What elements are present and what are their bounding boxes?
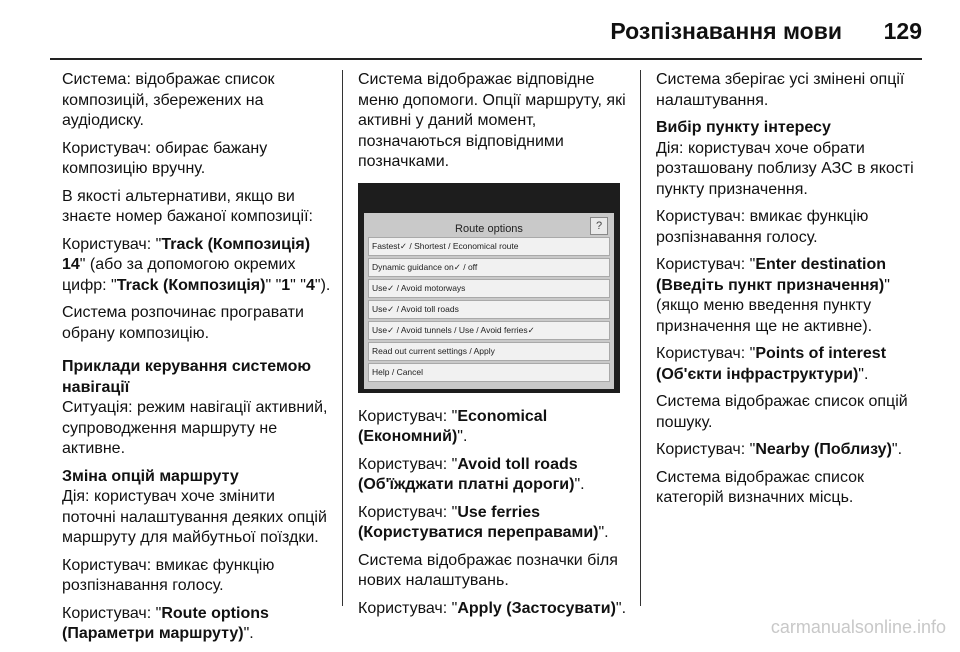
screen-option: Dynamic guidance on✓ / off bbox=[368, 258, 610, 277]
voice-command: Economical (Економний) bbox=[358, 407, 548, 445]
paragraph: Система відображає список опцій пошуку. bbox=[656, 393, 908, 431]
voice-command: Avoid toll roads (Об'їжджати платні дороги) bbox=[358, 455, 578, 493]
screen-panel bbox=[364, 213, 614, 389]
paragraph: Користувач: "Enter destination (Введіть пункт призначення)" (якщо меню введення пункту призначення ще не активне). bbox=[656, 256, 890, 335]
column-3 bbox=[656, 70, 928, 516]
screen-option: Help / Cancel bbox=[368, 363, 610, 382]
column-1 bbox=[62, 70, 332, 652]
screen-option: Fastest✓ / Shortest / Economical route bbox=[368, 237, 610, 256]
paragraph: Користувач: "Track (Композиція) 14" (або за допомогою окремих цифр: "Track (Композиція)" "1" "4"). bbox=[62, 235, 331, 294]
subsection-heading: Зміна опцій маршруту bbox=[62, 467, 239, 485]
screen-options-list bbox=[368, 237, 610, 384]
paragraph: Користувач: "Economical (Економний)". bbox=[358, 407, 548, 445]
paragraph: В якості альтернативи, якщо ви знаєте номер бажаної композиції: bbox=[62, 187, 313, 225]
page-number: 129 bbox=[883, 18, 922, 44]
voice-command: Enter destination (Введіть пункт призначення) bbox=[656, 256, 887, 294]
voice-command: Use ferries (Користуватися переправами) bbox=[358, 503, 599, 541]
voice-command: Apply (Застосувати) bbox=[457, 599, 616, 617]
voice-command: Track (Композиція) 14 bbox=[62, 235, 311, 273]
voice-command: Points of interest (Об'єкти інфраструктури) bbox=[656, 345, 887, 383]
paragraph: Ситуація: режим навігації активний, супроводження маршруту не активне. bbox=[62, 399, 328, 457]
paragraph: Користувач: вмикає функцію розпізнавання голосу. bbox=[656, 208, 869, 246]
voice-command: Nearby (Поблизу) bbox=[755, 441, 892, 458]
paragraph: Система відображає відповідне меню допомоги. Опції маршруту, які активні у даний момент, позначаються відповідними позначками. bbox=[358, 71, 626, 170]
help-icon: ? bbox=[590, 217, 608, 235]
paragraph: Дія: користувач хоче обрати розташовану поблизу АЗС в якості пункту призначення. bbox=[656, 139, 914, 198]
paragraph: Система розпочинає програвати обрану композицію. bbox=[62, 304, 304, 342]
column-divider-1 bbox=[342, 70, 343, 606]
paragraph: Користувач: "Avoid toll roads (Об'їжджати платні дороги)". bbox=[358, 455, 585, 493]
paragraph: Система зберігає усі змінені опції налаштування. bbox=[656, 71, 905, 109]
paragraph: Система відображає позначки біля нових налаштувань. bbox=[358, 551, 618, 589]
header-rule bbox=[50, 58, 922, 60]
paragraph: Користувач: "Route options (Параметри маршруту)". bbox=[62, 604, 269, 642]
paragraph: Користувач: обирає бажану композицію вручну. bbox=[62, 139, 268, 177]
voice-command: Route options (Параметри маршруту) bbox=[62, 604, 269, 642]
section-heading: Приклади керування системою навігації bbox=[62, 358, 312, 396]
paragraph: Користувач: "Points of interest (Об'єкти інфраструктури)". bbox=[656, 345, 887, 383]
page-title: Розпізнавання мови bbox=[610, 18, 842, 44]
screen-option: Use✓ / Avoid tunnels / Use / Avoid ferries✓ bbox=[368, 321, 610, 340]
voice-command: Track (Композиція) bbox=[116, 276, 266, 294]
column-2 bbox=[358, 70, 630, 626]
subsection-heading: Вибір пункту інтересу bbox=[656, 119, 831, 136]
screen-title: Route options bbox=[455, 222, 523, 235]
page-header bbox=[0, 0, 960, 62]
screen-option: Use✓ / Avoid toll roads bbox=[368, 300, 610, 319]
route-options-screenshot bbox=[358, 183, 620, 393]
paragraph: Система: відображає список композицій, збережених на аудіодиску. bbox=[62, 71, 275, 129]
screen-option: Read out current settings / Apply bbox=[368, 342, 610, 361]
paragraph: Дія: користувач хоче змінити поточні налаштування деяких опцій маршруту для майбутньої поїздки. bbox=[62, 488, 327, 546]
voice-command: 4 bbox=[305, 276, 315, 294]
paragraph: Користувач: "Use ferries (Користуватися переправами)". bbox=[358, 503, 609, 541]
paragraph: Користувач: "Apply (Застосувати)". bbox=[358, 599, 627, 617]
paragraph: Користувач: "Nearby (Поблизу)". bbox=[656, 441, 903, 458]
paragraph: Користувач: вмикає функцію розпізнавання голосу. bbox=[62, 556, 275, 594]
watermark-url: carmanualsonline.info bbox=[770, 617, 946, 637]
column-divider-2 bbox=[640, 70, 641, 606]
paragraph: Система відображає список категорій визначних місць. bbox=[656, 468, 865, 506]
screen-option: Use✓ / Avoid motorways bbox=[368, 279, 610, 298]
voice-command: 1 bbox=[281, 276, 291, 294]
